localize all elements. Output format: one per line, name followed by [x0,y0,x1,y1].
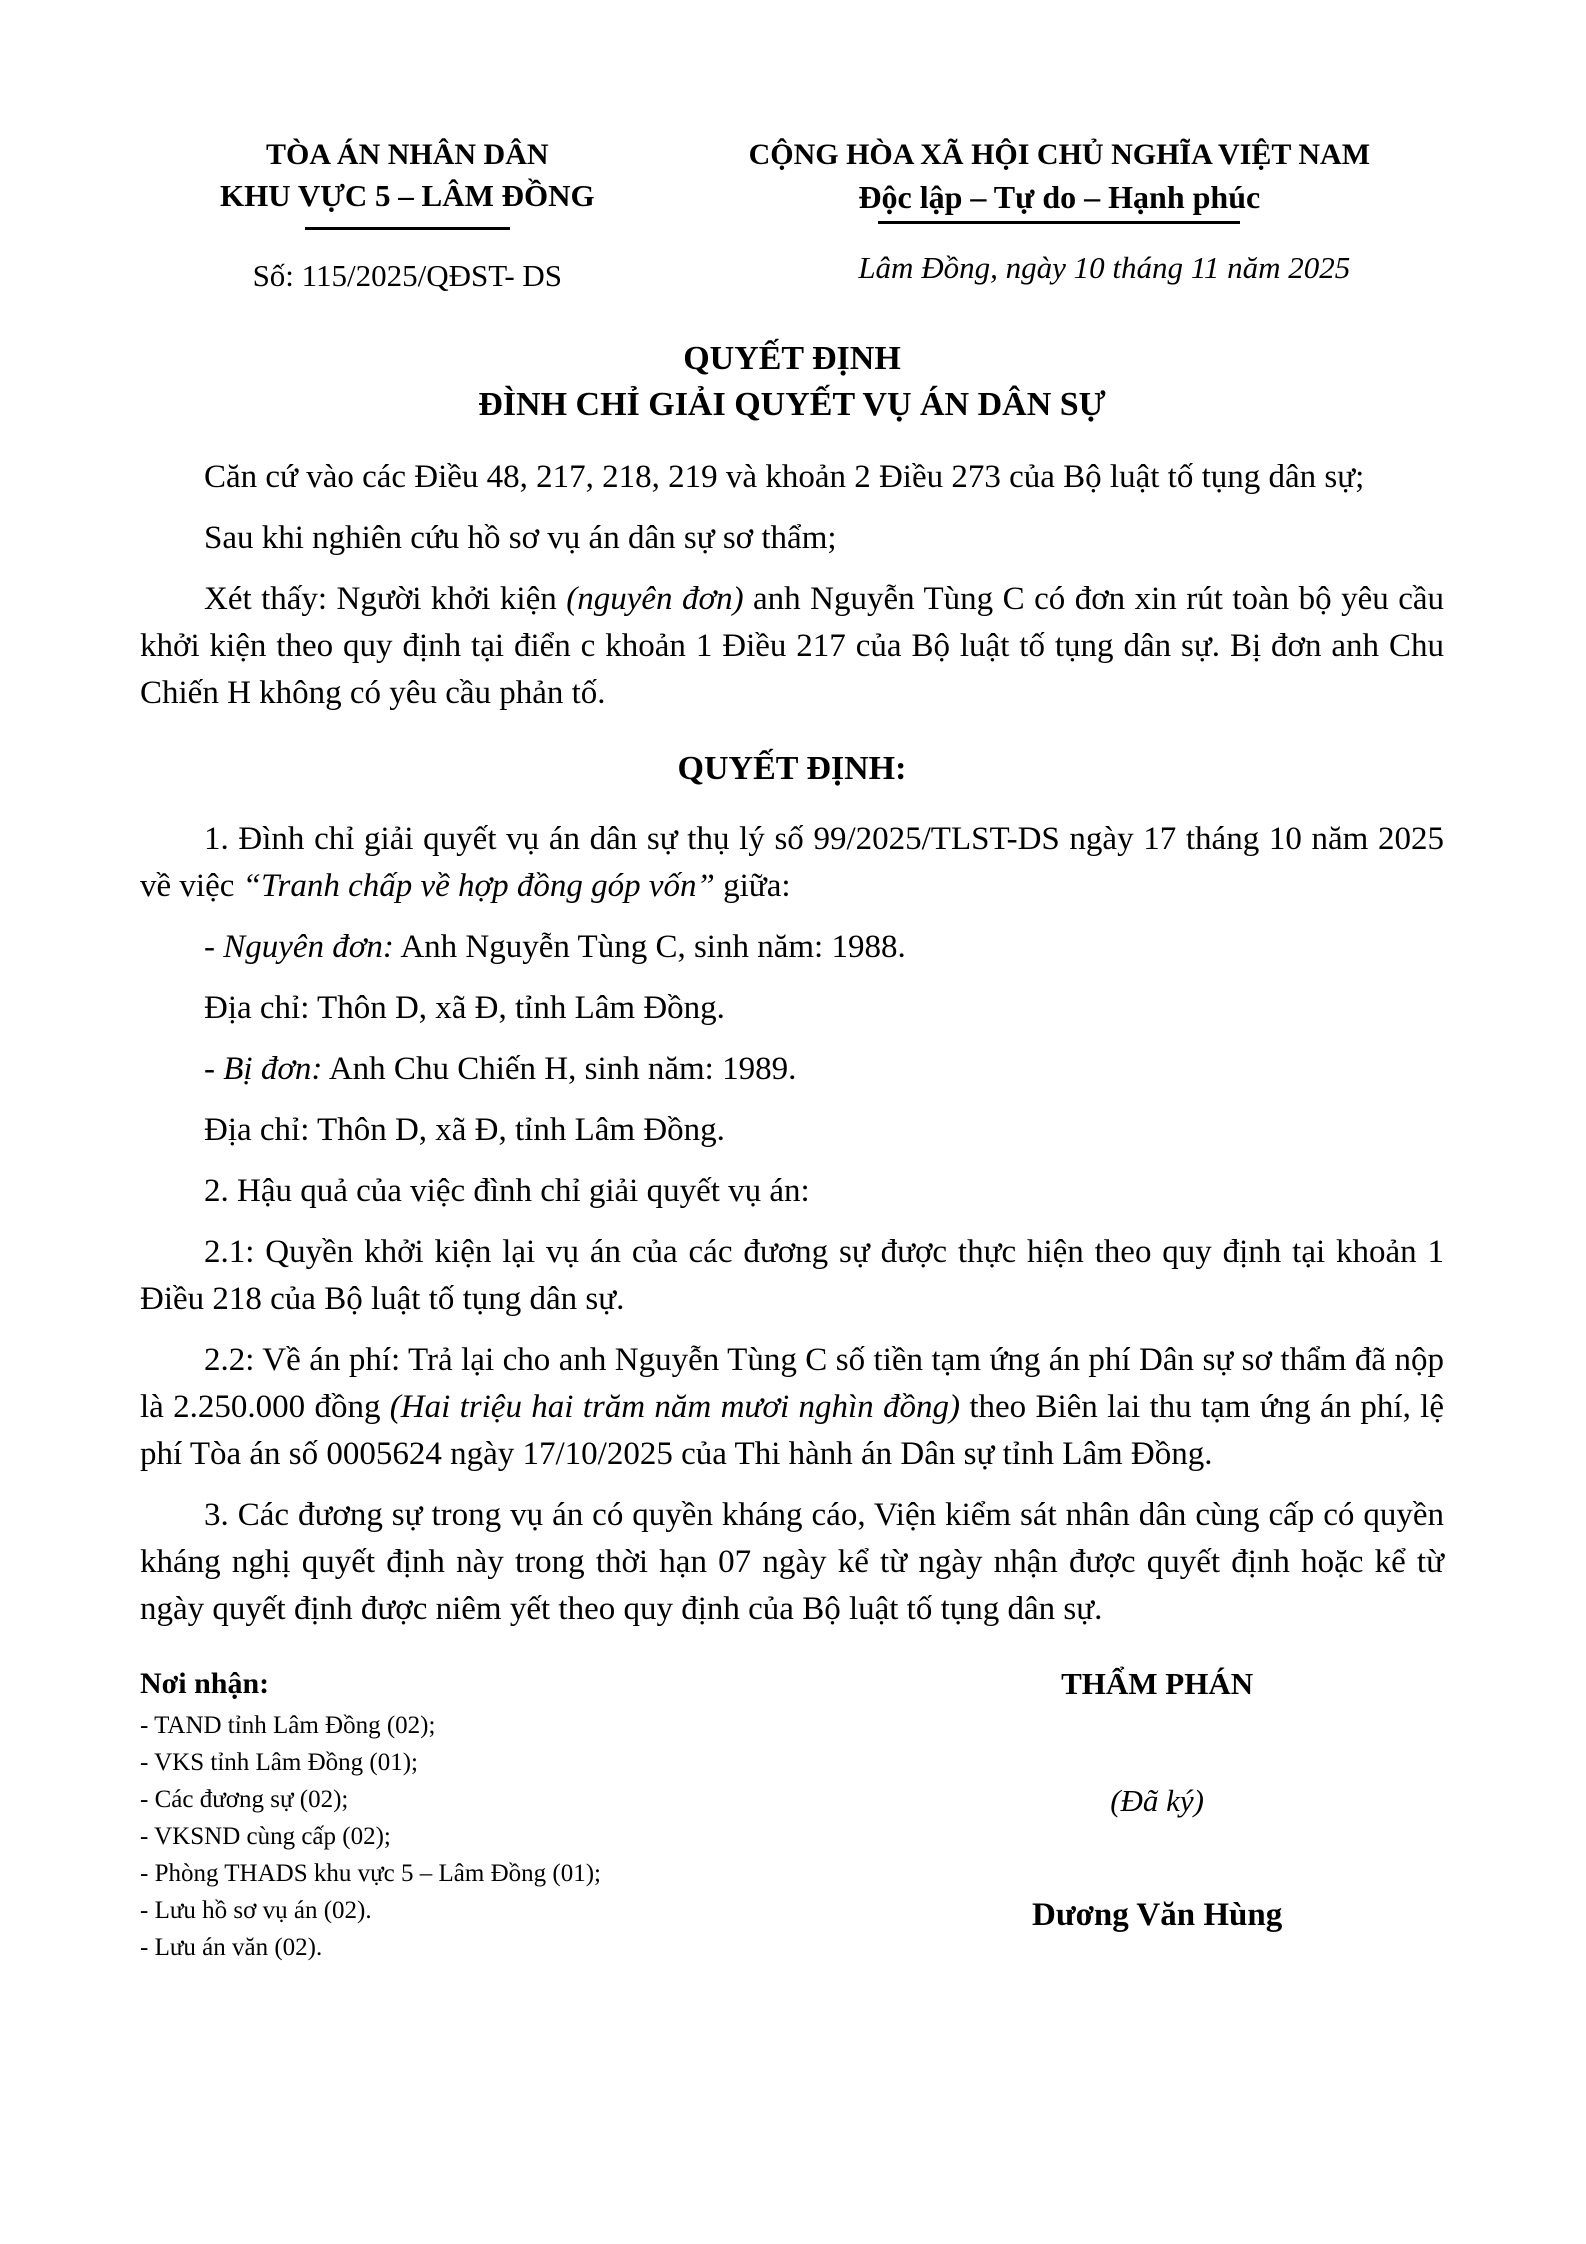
republic-motto: Độc lập – Tự do – Hạnh phúc [858,179,1261,215]
signature-block [870,1663,1444,1966]
paragraph-plaintiff [140,924,1444,971]
judge-title: THẨM PHÁN [1061,1666,1254,1701]
signed-note: (Đã ký) [1110,1783,1205,1818]
decision-item1-part1: 1. Đình chỉ giải quyết vụ án dân sự thụ lý số 99/2025/TLST-DS ngày 17 tháng 10 năm 2025 về việc [140,821,1444,904]
paragraph-legal-basis-text: Căn cứ vào các Điều 48, 217, 218, 219 và khoản 2 Điều 273 của Bộ luật tố tụng dân sự; [204,459,1365,495]
paragraph-after-review-text: Sau khi nghiên cứu hồ sơ vụ án dân sự sơ thẩm; [204,520,837,556]
court-name-line2: KHU VỰC 5 – LÂM ĐỒNG [220,178,595,213]
place-date-line: Lâm Đồng, ngày 10 tháng 11 năm 2025 [858,250,1351,285]
court-name-line1: TÒA ÁN NHÂN DÂN [266,138,549,171]
recipient-item: - VKS tỉnh Lâm Đồng (01); [140,1749,418,1776]
recipient-item: - Lưu án văn (02). [140,1934,323,1961]
recipient-item: - TAND tỉnh Lâm Đồng (02); [140,1712,436,1739]
document-footer [140,1663,1444,1966]
republic-title: CỘNG HÒA XÃ HỘI CHỦ NGHĨA VIỆT NAM [748,138,1371,171]
decision-item2-2-part1: 2.2: Về án phí: Trả lại cho anh Nguyễn Tùng C số tiền tạm ứng án phí Dân sự sơ thẩm đã nộp là 2.250.000 đồng [140,1342,1444,1425]
paragraph-findings-part1: Xét thấy: Người khởi kiện [204,581,567,617]
paragraph-legal-basis [140,454,1444,501]
recipients-heading: Nơi nhận: [140,1667,270,1700]
plaintiff-address-text: Địa chỉ: Thôn D, xã Đ, tỉnh Lâm Đồng. [204,990,725,1026]
paragraph-decision-item2-2 [140,1337,1444,1478]
decision-item1-part2: giữa: [714,868,791,904]
defendant-address-text: Địa chỉ: Thôn D, xã Đ, tỉnh Lâm Đồng. [204,1112,725,1148]
decision-item2-2-amount-words: (Hai triệu hai trăm năm mươi nghìn đồng) [389,1389,961,1425]
paragraph-defendant [140,1046,1444,1093]
paragraph-findings-plaintiff-note: (nguyên đơn) [566,581,744,617]
decision-item3-text: 3. Các đương sự trong vụ án có quyền kháng cáo, Viện kiểm sát nhân dân cùng cấp có quyền kháng nghị quyết định này trong thời hạn 07 ngày kể từ ngày nhận được quyết định hoặc kể từ ngày quyết định được niêm yết theo quy định của Bộ luật tố tụng dân sự. [140,1497,1444,1627]
decision-item2-1-text: 2.1: Quyền khởi kiện lại vụ án của các đương sự được thực hiện theo quy định tại khoản 1 Điều 218 của Bộ luật tố tụng dân sự. [140,1234,1444,1317]
decision-heading: QUYẾT ĐỊNH: [677,750,907,787]
judge-name: Dương Văn Hùng [1031,1897,1283,1933]
defendant-name: Anh Chu Chiến H, sinh năm: 1989. [322,1051,797,1087]
recipients-block [140,1663,870,1966]
header-left-rule [305,227,510,230]
document-header [140,135,1444,294]
paragraph-plaintiff-address [140,985,1444,1032]
paragraph-decision-item2-1 [140,1229,1444,1323]
document-number: Số: 115/2025/QĐST- DS [252,258,563,293]
decision-item1-case-name: “Tranh chấp về hợp đồng góp vốn” [242,868,715,904]
decision-item2-2-part2: theo Biên lai thu tạm ứng án phí, lệ phí Tòa án số 0005624 ngày 17/10/2025 của Thi hành án Dân sự tỉnh Lâm Đồng. [140,1389,1444,1472]
document-title-line2: ĐÌNH CHỈ GIẢI QUYẾT VỤ ÁN DÂN SỰ [478,386,1106,423]
header-court-block [140,135,675,294]
plaintiff-label: - Nguyên đơn: [204,929,394,965]
document-title [140,336,1444,428]
recipient-item: - Phòng THADS khu vực 5 – Lâm Đồng (01); [140,1860,601,1887]
paragraph-after-review [140,515,1444,562]
header-right-rule [878,221,1240,224]
defendant-label: - Bị đơn: [204,1051,323,1087]
document-title-line1: QUYẾT ĐỊNH [683,340,901,377]
paragraph-findings-part2: anh Nguyễn Tùng C có đơn xin rút toàn bộ yêu cầu khởi kiện theo quy định tại điển c khoản 1 Điều 217 của Bộ luật tố tụng dân sự. Bị đơn anh Chu Chiến H không có yêu cầu phản tố. [140,581,1444,711]
recipient-item: - Lưu hồ sơ vụ án (02). [140,1897,372,1924]
paragraph-findings [140,576,1444,717]
recipients-list [140,1707,870,1966]
recipient-item: - VKSND cùng cấp (02); [140,1823,391,1850]
document-body [140,454,1444,1633]
decision-item2-text: 2. Hậu quả của việc đình chỉ giải quyết vụ án: [204,1173,810,1209]
paragraph-defendant-address [140,1107,1444,1154]
paragraph-decision-item3 [140,1492,1444,1633]
paragraph-decision-item2 [140,1168,1444,1215]
recipient-item: - Các đương sự (02); [140,1786,349,1813]
header-republic-block [675,135,1444,286]
plaintiff-name: Anh Nguyễn Tùng C, sinh năm: 1988. [393,929,906,965]
paragraph-decision-item1 [140,816,1444,910]
